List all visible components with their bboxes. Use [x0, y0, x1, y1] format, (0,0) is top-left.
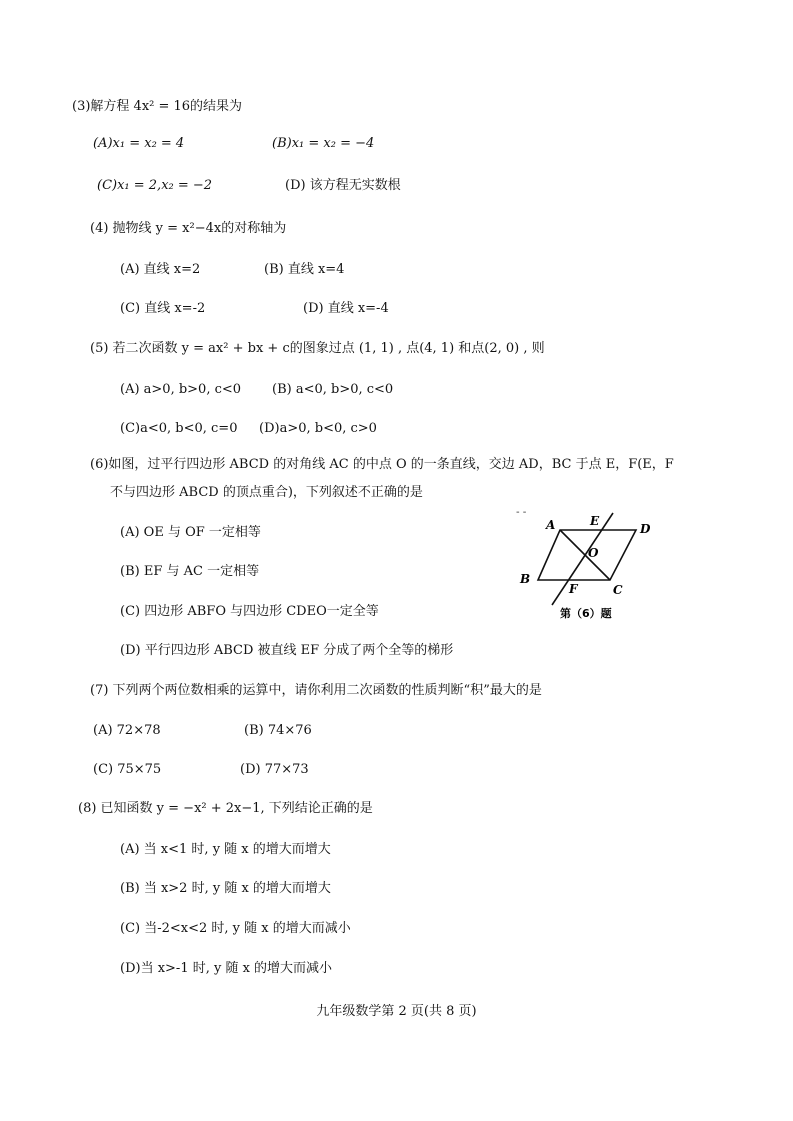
q8-option-d: (D)当 x>-1 时, y 随 x 的增大而减小: [120, 961, 333, 976]
q6-stem-line2: 不与四边形 ABCD 的顶点重合)，下列叙述不正确的是: [110, 485, 423, 500]
q6-option-b: (B) EF 与 AC 一定相等: [120, 564, 260, 579]
q8-option-a: (A) 当 x<1 时, y 随 x 的增大而增大: [120, 842, 331, 857]
label-e: E: [590, 514, 600, 528]
q5-stem: (5) 若二次函数 y = ax² + bx + c的图象过点 (1, 1) , 点(4, 1) 和点(2, 0) , 则: [90, 341, 545, 356]
label-d: D: [640, 522, 651, 536]
q4-option-c: (C) 直线 x=-2: [120, 301, 206, 316]
page-footer: 九年级数学第 2 页(共 8 页): [316, 1004, 477, 1019]
parallelogram-figure: [508, 505, 658, 623]
figure-dots: - -: [516, 507, 527, 518]
q6-stem-line1: (6)如图，过平行四边形 ABCD 的对角线 AC 的中点 O 的一条直线，交边 AD，BC 于点 E，F(E，F: [90, 457, 674, 472]
q7-stem: (7) 下列两个两位数相乘的运算中，请你利用二次函数的性质判断“积”最大的是: [90, 683, 542, 698]
q8-option-b: (B) 当 x>2 时, y 随 x 的增大而增大: [120, 881, 331, 896]
label-b: B: [520, 572, 531, 586]
figure-caption: 第（6）题: [560, 607, 612, 620]
label-o: O: [588, 546, 599, 560]
q7-option-a: (A) 72×78: [93, 723, 161, 738]
q7-option-b: (B) 74×76: [244, 723, 312, 738]
label-a: A: [546, 518, 556, 532]
q7-option-c: (C) 75×75: [93, 762, 162, 777]
label-f: F: [569, 582, 578, 596]
line-ef: [552, 513, 613, 605]
q6-option-c: (C) 四边形 ABFO 与四边形 CDEO一定全等: [120, 604, 379, 619]
q8-stem: (8) 已知函数 y = −x² + 2x−1, 下列结论正确的是: [78, 801, 373, 816]
q5-option-b: (B) a<0, b>0, c<0: [272, 382, 394, 397]
q3-option-c: (C)x₁ = 2,x₂ = −2: [97, 178, 213, 193]
q4-option-a: (A) 直线 x=2: [120, 262, 201, 277]
q3-stem: (3)解方程 4x² = 16的结果为: [72, 99, 243, 114]
label-c: C: [613, 583, 623, 597]
q3-option-d: (D) 该方程无实数根: [285, 178, 401, 193]
q4-stem: (4) 抛物线 y = x²−4x的对称轴为: [90, 221, 287, 236]
q8-option-c: (C) 当-2<x<2 时, y 随 x 的增大而减小: [120, 921, 351, 936]
q3-option-a: (A)x₁ = x₂ = 4: [93, 136, 185, 151]
q4-option-d: (D) 直线 x=-4: [303, 301, 389, 316]
q5-option-a: (A) a>0, b>0, c<0: [120, 382, 242, 397]
q6-option-d: (D) 平行四边形 ABCD 被直线 EF 分成了两个全等的梯形: [120, 643, 454, 658]
q3-option-b: (B)x₁ = x₂ = −4: [272, 136, 375, 151]
q4-option-b: (B) 直线 x=4: [264, 262, 345, 277]
q7-option-d: (D) 77×73: [240, 762, 309, 777]
q5-option-d: (D)a>0, b<0, c>0: [259, 421, 377, 436]
parallelogram-abcd: [538, 530, 636, 580]
q5-option-c: (C)a<0, b<0, c=0: [120, 421, 238, 436]
q6-option-a: (A) OE 与 OF 一定相等: [120, 525, 261, 540]
